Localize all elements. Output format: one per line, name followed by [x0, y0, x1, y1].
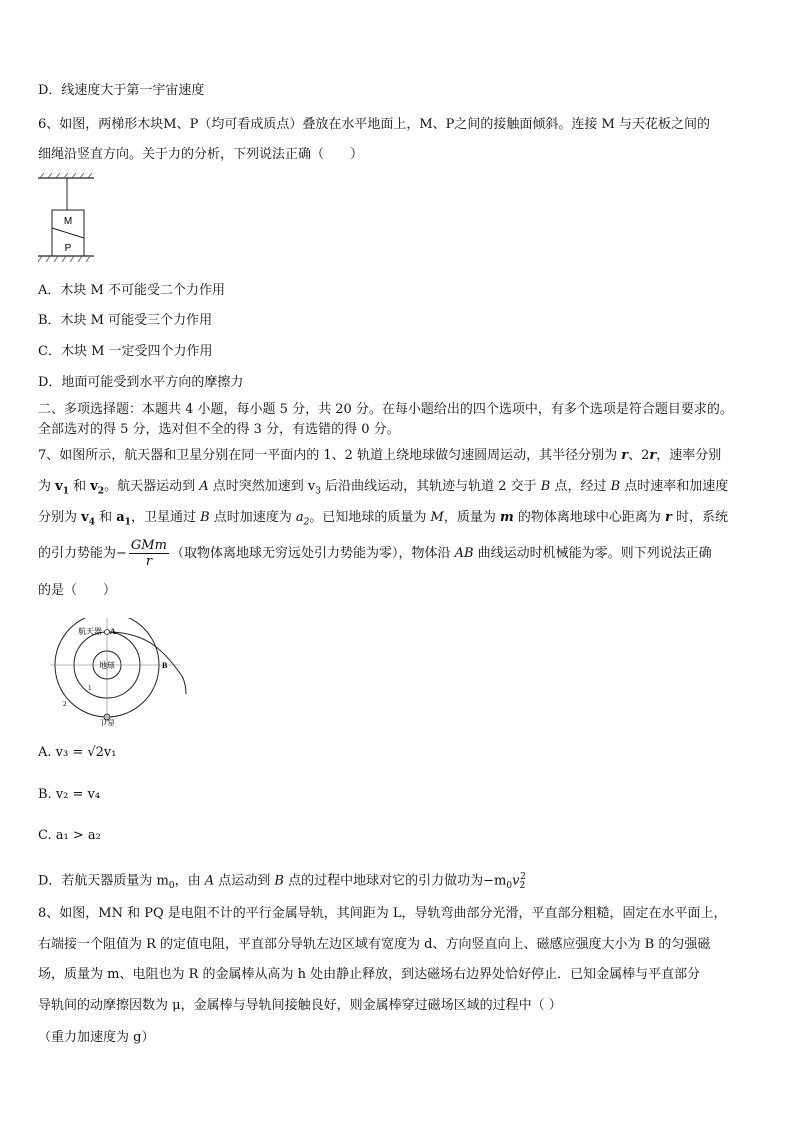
section-2-line2: 全部选对的得 5 分，选对但不全的得 3 分，有选错的得 0 分。 — [38, 422, 400, 437]
question-6-line2: 细绳沿竖直方向。关于力的分析，下列说法正确（ ） — [38, 147, 364, 162]
label-orbit-2: 2 — [63, 700, 67, 708]
question-7-line3: 分别为 $v_4$ 和 $a_1$，卫星通过 B 点时加速度为 $a_2$。已知地球的质量为 M，质量为 m 的物体离地球中心距离为 r 时，系统 — [38, 510, 729, 528]
label-a: A — [110, 627, 116, 636]
question-7-line4: 的引力势能为− $\frac{\text{GMm}}{r}$ （取物体离地球无穷远处引力势能为零），物体沿 AB 曲线运动时机械能为零。则下列说法正确 — [38, 538, 712, 569]
question-8-line3: 场，质量为 m、电阻也为 R 的金属棒从高为 h 处由静止释放，到达磁场右边界处恰好停止．已知金属棒与平直部分 — [38, 967, 701, 982]
figure-q7-orbits — [50, 618, 190, 726]
option-d-prev: D．线速度大于第一宇宙速度 — [38, 83, 205, 98]
label-satellite: 卫星 — [99, 719, 115, 726]
q7-option-d: D．若航天器质量为 $m_0$，由 A 点运动到 B 点的过程中地球对它的引力做功为$-m_0v_2^2$ — [38, 872, 526, 891]
question-8-line4: 导轨间的动摩擦因数为 μ，金属棒与导轨间接触良好，则金属棒穿过磁场区域的过程中（ ） — [38, 998, 562, 1013]
label-earth: 地球 — [99, 661, 115, 670]
q6-option-a: A．木块 M 不可能受二个力作用 — [38, 283, 225, 298]
q6-option-b: B．木块 M 可能受三个力作用 — [38, 313, 213, 328]
label-b: B — [162, 661, 168, 670]
figure-q6 — [36, 172, 96, 270]
question-7-line1: 7、如图所示，航天器和卫星分别在同一平面内的 1、2 轨道上绕地球做匀速圆周运动，其半径分别为 r、2r，速率分别 — [38, 448, 722, 463]
question-8-line1: 8、如图，MN 和 PQ 是电阻不计的平行金属导轨，其间距为 L，导轨弯曲部分光滑，平直部分粗糙，固定在水平面上， — [38, 906, 727, 921]
q7-option-b: B. v₂ = v₄ — [38, 787, 101, 802]
question-7-line2: 为 $v_1$ 和 $v_2$。航天器运动到 A 点时突然加速到 $v_3$ 后沿曲线运动，其轨迹与轨道 2 交于 B 点，经过 B 点时速率和加速度 — [38, 479, 729, 497]
question-8-line2: 右端接一个阻值为 R 的定值电阻，平直部分导轨左边区域有宽度为 d、方向竖直向上、磁感应强度大小为 B 的匀强磁 — [38, 937, 711, 952]
q6-option-d: D．地面可能受到水平方向的摩擦力 — [38, 375, 244, 390]
section-2-line1: 二、多项选择题：本题共 4 小题，每小题 5 分，共 20 分。在每小题给出的四个选项中，有多个选项是符合题目要求的。 — [38, 402, 733, 417]
label-p: P — [64, 243, 72, 254]
label-orbit-1: 1 — [88, 684, 92, 692]
q7-option-a: A. v₃ = √2v₁ — [38, 745, 117, 760]
question-8-line5: （重力加速度为 g） — [38, 1030, 155, 1045]
question-7-line5: 的是（ ） — [38, 583, 117, 598]
fraction-gmm-r: $\frac{\text{GMm}}{r}$ — [130, 538, 167, 569]
label-spacecraft: 航天器 — [78, 627, 102, 636]
q7-option-c: C. a₁ > a₂ — [38, 828, 101, 843]
q6-option-c: C．木块 M 一定受四个力作用 — [38, 344, 213, 359]
question-6-line1: 6、如图，两梯形木块M、P（均可看成质点）叠放在水平地面上，M、P之间的接触面倾斜。连接 M 与天花板之间的 — [38, 117, 710, 132]
label-m: M — [63, 216, 73, 227]
